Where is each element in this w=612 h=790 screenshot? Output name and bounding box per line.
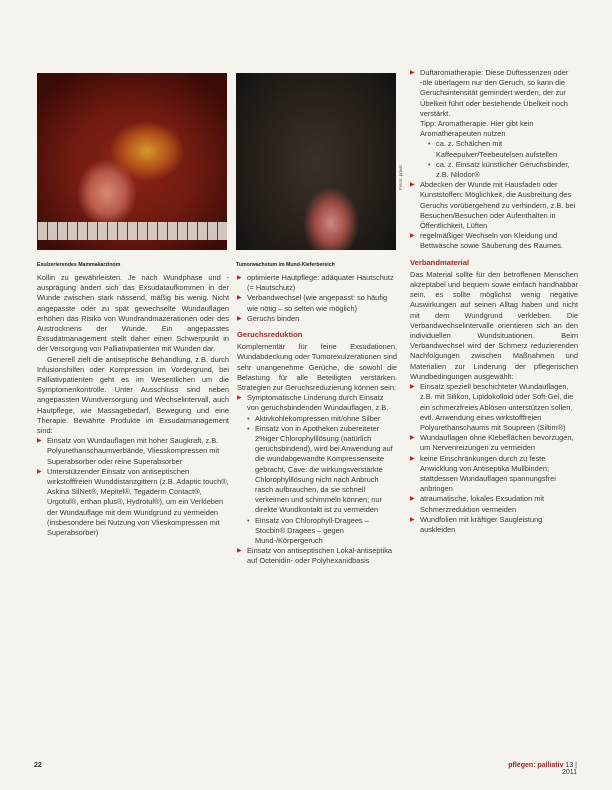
col3-paragraph: Das Material sollte für den betroffenen Menschen akzeptabel und bequem sowie einfach handhabbar sein, es sollte möglichst wenig negative Auswirkungen auf seinen Alltag haben und nicht mit dem Wundgrund verkleben. Die Verbandwechselintervalle orientieren sich an den individuellen Wundsituationen. Beim Verbandwechsel wird der Schmerz reduzierenden Nachfolgungen zwischen Maßnahmen und Materialien zur Linderung der pflegerischen Wundbedingungen ausgewählt:: [410, 269, 578, 381]
list-item: ▶ regelmäßiger Wechseln von Kleidung und Bettwäsche sowie Säuberung des Raumes.: [410, 231, 578, 251]
list-item: ▶ Verbandwechsel (wie angepasst: so häufig wie nötig – so selten wie möglich): [237, 293, 397, 313]
list-subitem: • Einsatz von Chlorophyll-Dragees – Stocbin® Dragees – gegen Mund-/Körpergeruch: [237, 516, 397, 547]
magazine-name: pflegen: palliativ: [508, 762, 564, 769]
list-item: ▶ Einsatz von antiseptischen Lokal-antiseptika auf Octenidin- oder Polyhexanidbasis: [237, 546, 397, 566]
col1-paragraph-2: Generell zielt die antiseptische Behandlung, z.B. durch Infusionshilfen oder Kompression im Vordergrund, bei Palliativpatienten geht es im Wesentlichen um die Symptomenkontrolle. Unter Ausschluss sind neben angepassten Wundversorgung und Wechselintervall, auch Hautpflege, wie Massagebedarf, Bewegung und eine Therapie. Bewährte Produkte im Exsudatmanagement sind:: [37, 354, 229, 436]
issue-number: 13 | 2011: [561, 762, 577, 776]
list-item: ▶ Symptomatische Linderung durch Einsatz von geruchsbindenden Wundauflagen, z.B.: [237, 393, 397, 413]
photo2-caption: Tumorwachstum im Mund-Kieferbereich: [236, 262, 335, 268]
magazine-footer: [497, 762, 577, 776]
col2-items-list: [237, 393, 397, 566]
col3-top-list: [410, 68, 578, 252]
list-subitem: • Einsatz von in Apotheken zubereiteter 2%iger Chlorophylllösung (natürlich geruchsbindend), wird bei Anwendung auf die wundabgewandte Kompressenseite gebracht, Cave: die wirkungsverstärkte Chlorophylllösung nicht nach Anbruch rasch aufbrauchen, da sie schnell verkeimen und schimmeln können; nur direkte Wundkontakt ist zu vermeiden: [237, 424, 397, 516]
section-heading-geruchsreduktion: Geruchsreduktion: [237, 330, 303, 340]
column-3: [410, 68, 578, 535]
list-item: ▶ Wundauflagen ohne Klebeflächen bevorzugen, um Nervenreizungen zu vermeiden: [410, 433, 578, 453]
photo-jaw-tumor: [236, 73, 396, 250]
photo-credit: Fotos: privat: [398, 165, 403, 190]
measuring-ruler: [37, 222, 227, 240]
list-subitem: • ca. z. Schälchen mit Kaffeepulver/Teebeutelsen aufstellen: [410, 139, 578, 159]
list-item: ▶ optimierte Hautpflege: adäquater Hautschutz (= Hautschutz): [237, 273, 397, 293]
list-item: ▶ Geruchs binden: [237, 314, 397, 324]
col2-top-list: [237, 273, 397, 324]
list-item: ▶ Einsatz speziell beschichteter Wundauflagen, z.B. mit Silikon, Lipidokolloid oder Soft-Gel, die ein schmerzfreies Ablösen unterstützen sollen, evtl. Anwendung eines wirkstofffreien Polyurethanschaums mit Soupreen (Siltim®): [410, 382, 578, 433]
col3-bottom-list: [410, 382, 578, 535]
col1-paragraph-1: Kollin zu gewährleisten. Je nach Wundphase und -ausprägung ändert sich das Exsudataufkommen in der Wunde zwischen stark nässend, mäßig bis wenig. Nicht angepasste oder zu spät gewechselte Wundauflagen erhöhen das Risiko von Wundrandmazerationen oder des Austrocknens der Wunde. Ein angepasstes Exsudatmanagement stellt daher einen Schwerpunkt in der Versorgung von Palliativpatienten mit Wunden dar.: [37, 273, 229, 354]
photo1-caption: Exulzerierendes Mammakarzinom: [37, 262, 121, 268]
section-heading-verbandmaterial: Verbandmaterial: [410, 257, 470, 267]
list-item: ▶ Abdecken der Wunde mit Hausfaden oder Kunststoffen: Möglichkeit, die Ausbreitung des Geruchs vorübergehend zu verhindern, z.B. bei Besuchen/Besuchen oder Aufenthalten in Öffentlichkeit, Lüften: [410, 180, 578, 231]
page-number: 22: [34, 762, 42, 769]
list-item: ▶ Wundfolien mit kräftiger Saugleistung auskleiden: [410, 515, 578, 535]
list-item: ▶ Unterstützender Einsatz von antiseptischen wirkstofffreien Wunddistanzgittern (z.B. Adaptic touch®, Askina SilNet®, Mepitel®, Tegaderm Contact®, Urgotul®, erthan plus®, Hydrotul®), um ein Verkleben der Wundauflage mit dem Wundgrund zu vermeiden (insbesondere bei Nutzung von Vlieskompressen mit Superabsorber): [37, 467, 229, 538]
list-item: ▶ Duftaromatherapie: Diese Duftessenzen oder -öle überlagern nur den Geruch, so kann die Geruchsintensität gemindert werden, der zur Übelkeit führt oder bestehende Übelkeit noch verstärkt.: [410, 68, 578, 119]
col2-paragraph: Komplementär für feine Exsudationen, Wundabdeckung oder Tumorexulzerationen sind sehr unangenehme Gerüche, die sowohl die Belastung für alle Beteiligten verstärken. Strategien zur Geruchsreduzierung können sein:: [237, 342, 397, 393]
list-item: ▶ keine Einschränkungen durch zu feste Anwicklung von Antiseptika Mullbinden; stattdessen Wundauflagen spannungsfrei anbringen: [410, 454, 578, 495]
list-item: ▶ atraumatische, lokales Exsudation mit Schmerzreduktion vermeiden: [410, 494, 578, 514]
list-note: Tipp: Aromatherapie. Hier gibt kein Aromatherapeuten nutzen: [420, 119, 534, 139]
list-item: ▶ Einsatz von Wundauflagen mit hoher Saugkraft, z.B. Polyurethanschaumverbände, Vliesskompressen mit Superabsorber oder reine Superabsorber: [37, 436, 229, 467]
column-1: [37, 273, 229, 538]
column-2: [237, 273, 397, 567]
col1-bullet-list: [37, 436, 229, 538]
list-subitem: • Aktivkohlekompressen mit/ohne Silber: [237, 414, 397, 424]
list-subitem: • ca. z. Einsatz künstlicher Geruchsbinder, z.B. Nilodor®: [410, 160, 578, 180]
